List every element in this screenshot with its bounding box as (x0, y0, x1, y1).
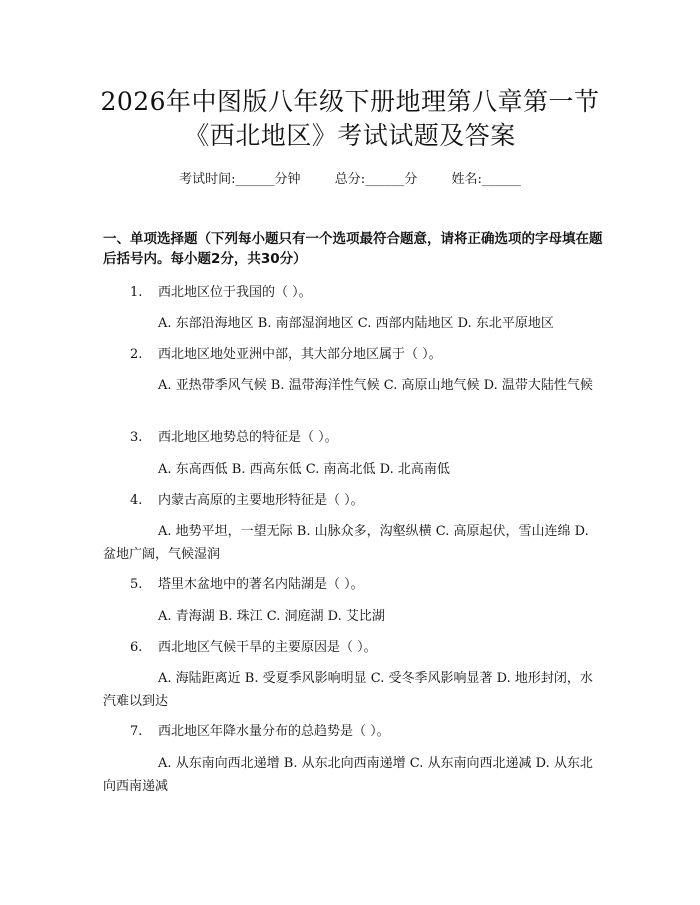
question-1 (130, 283, 312, 303)
time-blank: ______ (235, 172, 275, 187)
question-number: 5. (130, 577, 143, 592)
question-number: 3. (130, 430, 143, 445)
question-stem: 西北地区气候干旱的主要原因是（ ）。 (158, 640, 377, 655)
question-3-options: A. 东高西低 B. 西高东低 C. 南高北低 D. 北高南低 (158, 462, 450, 477)
question-stem: 西北地区位于我国的（ ）。 (158, 285, 312, 300)
time-label: 考试时间: (179, 172, 236, 187)
section-heading: 一、单项选择题（下列每小题只有一个选项最符合题意，请将正确选项的字母填在题后括号内。每小题2分，共30分） (103, 231, 603, 267)
question-2 (130, 345, 442, 365)
question-4 (130, 491, 364, 511)
question-number: 7. (130, 724, 143, 739)
question-number: 6. (130, 640, 143, 655)
question-stem: 西北地区地势总的特征是（ ）。 (158, 430, 338, 445)
question-5 (130, 575, 364, 595)
question-stem: 西北地区年降水量分布的总趋势是（ ）。 (158, 724, 390, 739)
score-label: 总分: (334, 172, 366, 187)
page-title-line2: 《西北地区》考试试题及答案 (184, 121, 516, 150)
question-stem: 内蒙古高原的主要地形特征是（ ）。 (158, 493, 364, 508)
question-6 (130, 638, 377, 658)
score-unit: 分 (404, 172, 418, 187)
exam-info (0, 168, 700, 187)
page-title-line1: 2026年中图版八年级下册地理第八章第一节 (100, 87, 600, 116)
score-blank: ______ (365, 172, 405, 187)
name-label: 姓名: (451, 172, 482, 187)
question-number: 1. (130, 285, 143, 300)
question-2-options: A. 亚热带季风气候 B. 温带海洋性气候 C. 高原山地气候 D. 温带大陆性气候 (158, 378, 593, 393)
question-number: 2. (130, 347, 143, 362)
question-6-options: A. 海陆距离近 B. 受夏季风影响明显 C. 受冬季风影响显著 D. 地形封闭，水汽难以到达 (103, 671, 593, 709)
question-3 (130, 428, 338, 448)
question-1-options: A. 东部沿海地区 B. 南部湿润地区 C. 西部内陆地区 D. 东北平原地区 (158, 316, 554, 331)
question-stem: 塔里木盆地中的著名内陆湖是（ ）。 (158, 577, 364, 592)
name-blank: ______ (481, 172, 521, 187)
time-unit: 分钟 (274, 172, 301, 187)
question-number: 4. (130, 493, 143, 508)
question-5-options: A. 青海湖 B. 珠江 C. 洞庭湖 D. 艾比湖 (158, 609, 385, 624)
question-7 (130, 722, 390, 742)
question-4-options: A. 地势平坦，一望无际 B. 山脉众多，沟壑纵横 C. 高原起伏，雪山连绵 D. 盆地广阔，气候湿润 (103, 524, 589, 562)
question-stem: 西北地区地处亚洲中部，其大部分地区属于（ ）。 (158, 347, 442, 362)
question-7-options: A. 从东南向西北递增 B. 从东北向西南递增 C. 从东南向西北递减 D. 从东北向西南递减 (103, 756, 593, 794)
